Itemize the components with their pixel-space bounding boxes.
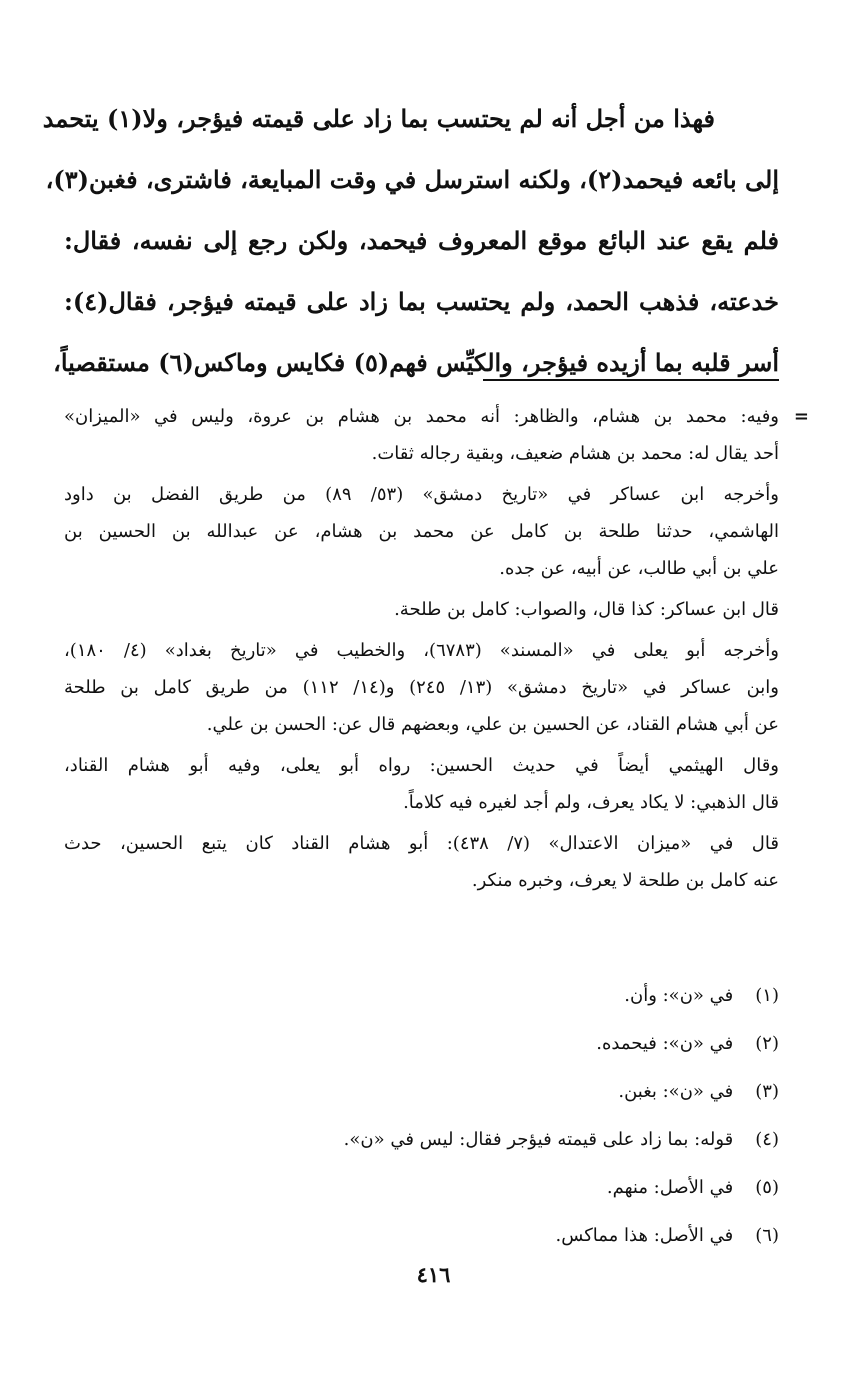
footnote-text: قوله: بما زاد على قيمته فيؤجر فقال: ليس في «ن». bbox=[343, 1129, 734, 1150]
footnote-number: (١) bbox=[755, 985, 779, 1006]
footnote-number: (٤) bbox=[755, 1129, 779, 1150]
footnote-line: علي بن أبي طالب، عن أبيه، عن جده. bbox=[499, 558, 779, 579]
footnote-text: في «ن»: وأن. bbox=[624, 985, 734, 1006]
footnote-text: في «ن»: بغبن. bbox=[618, 1081, 734, 1102]
footnote-line: وابن عساكر في «تاريخ دمشق» (١٣/ ٢٤٥) و(١٤/ ١١٢) من طريق كامل بن طلحة bbox=[64, 677, 779, 698]
footnote-number: (٣) bbox=[755, 1081, 779, 1102]
footnote-item bbox=[64, 1164, 779, 1212]
footnote-paragraph bbox=[64, 632, 779, 743]
main-text-line: إلى بائعه فيحمد(٢)، ولكنه استرسل في وقت المبايعة، فاشترى، فغبن(٣)، bbox=[45, 165, 779, 194]
page-number: ٤١٦ bbox=[416, 1262, 451, 1287]
footnote-line: قال في «ميزان الاعتدال» (٧/ ٤٣٨): أبو هشام القناد كان يتبع الحسين، حدث bbox=[64, 833, 779, 854]
footnote-line: عنه كامل بن طلحة لا يعرف، وخبره منكر. bbox=[471, 870, 779, 891]
footnote-paragraph bbox=[64, 747, 779, 821]
footnote-paragraph bbox=[64, 476, 779, 587]
footnote-text: في الأصل: هذا مماكس. bbox=[555, 1225, 734, 1246]
main-text-line: خدعته، فذهب الحمد، ولم يحتسب بما زاد على قيمته فيؤجر، فقال(٤): bbox=[64, 287, 779, 316]
footnote-item bbox=[64, 1068, 779, 1116]
footnote-text: في الأصل: منهم. bbox=[606, 1177, 734, 1198]
main-text-line: فهذا من أجل أنه لم يحتسب بما زاد على قيمته فيؤجر، ولا(١) يتحمد bbox=[42, 104, 715, 133]
main-text-line: فلم يقع عند البائع موقع المعروف فيحمد، ولكن رجع إلى نفسه، فقال: bbox=[64, 226, 779, 255]
footnote-number: (٦) bbox=[755, 1225, 779, 1246]
footnote-divider bbox=[483, 379, 779, 381]
footnote-line: وقال الهيثمي أيضاً في حديث الحسين: رواه أبو يعلى، وفيه أبو هشام القناد، bbox=[64, 755, 779, 776]
main-text-line: أسر قلبه بما أزيده فيؤجر، والكيِّس فهم(٥) فكايس وماكس(٦) مستقصياً، bbox=[53, 348, 779, 377]
footnote-line: أحد يقال له: محمد بن هشام ضعيف، وبقية رجاله ثقات. bbox=[371, 443, 779, 464]
footnote-line: قال الذهبي: لا يكاد يعرف، ولم أجد لغيره فيه كلاماً. bbox=[403, 792, 779, 813]
footnote-item bbox=[64, 1212, 779, 1260]
footnote-number: (٢) bbox=[755, 1033, 779, 1054]
footnote-item bbox=[64, 972, 779, 1020]
footnote-line: وأخرجه ابن عساكر في «تاريخ دمشق» (٥٣/ ٨٩) من طريق الفضل بن داود bbox=[64, 484, 779, 505]
continuation-marker: = bbox=[793, 406, 809, 427]
footnote-line: وأخرجه أبو يعلى في «المسند» (٦٧٨٣)، والخطيب في «تاريخ بغداد» (٤/ ١٨٠)، bbox=[64, 640, 779, 661]
footnote-line: قال ابن عساكر: كذا قال، والصواب: كامل بن طلحة. bbox=[394, 599, 779, 620]
footnote-number: (٥) bbox=[755, 1177, 779, 1198]
main-text-block bbox=[42, 88, 779, 393]
footnotes-list bbox=[64, 972, 779, 1260]
footnote-continuation bbox=[64, 398, 809, 903]
footnote-paragraph bbox=[64, 825, 779, 899]
footnote-line: عن أبي هشام القناد، عن الحسين بن علي، وبعضهم قال عن: الحسن بن علي. bbox=[206, 714, 779, 735]
footnote-line: وفيه: محمد بن هشام، والظاهر: أنه محمد بن هشام بن عروة، وليس في «الميزان» bbox=[64, 406, 779, 427]
footnote-paragraph bbox=[64, 398, 779, 472]
footnote-paragraph bbox=[64, 591, 779, 628]
footnote-item bbox=[64, 1116, 779, 1164]
footnote-line: الهاشمي، حدثنا طلحة بن كامل عن محمد بن هشام، عن عبدالله بن الحسين بن bbox=[64, 521, 779, 542]
footnote-text: في «ن»: فيحمده. bbox=[596, 1033, 734, 1054]
footnote-item bbox=[64, 1020, 779, 1068]
